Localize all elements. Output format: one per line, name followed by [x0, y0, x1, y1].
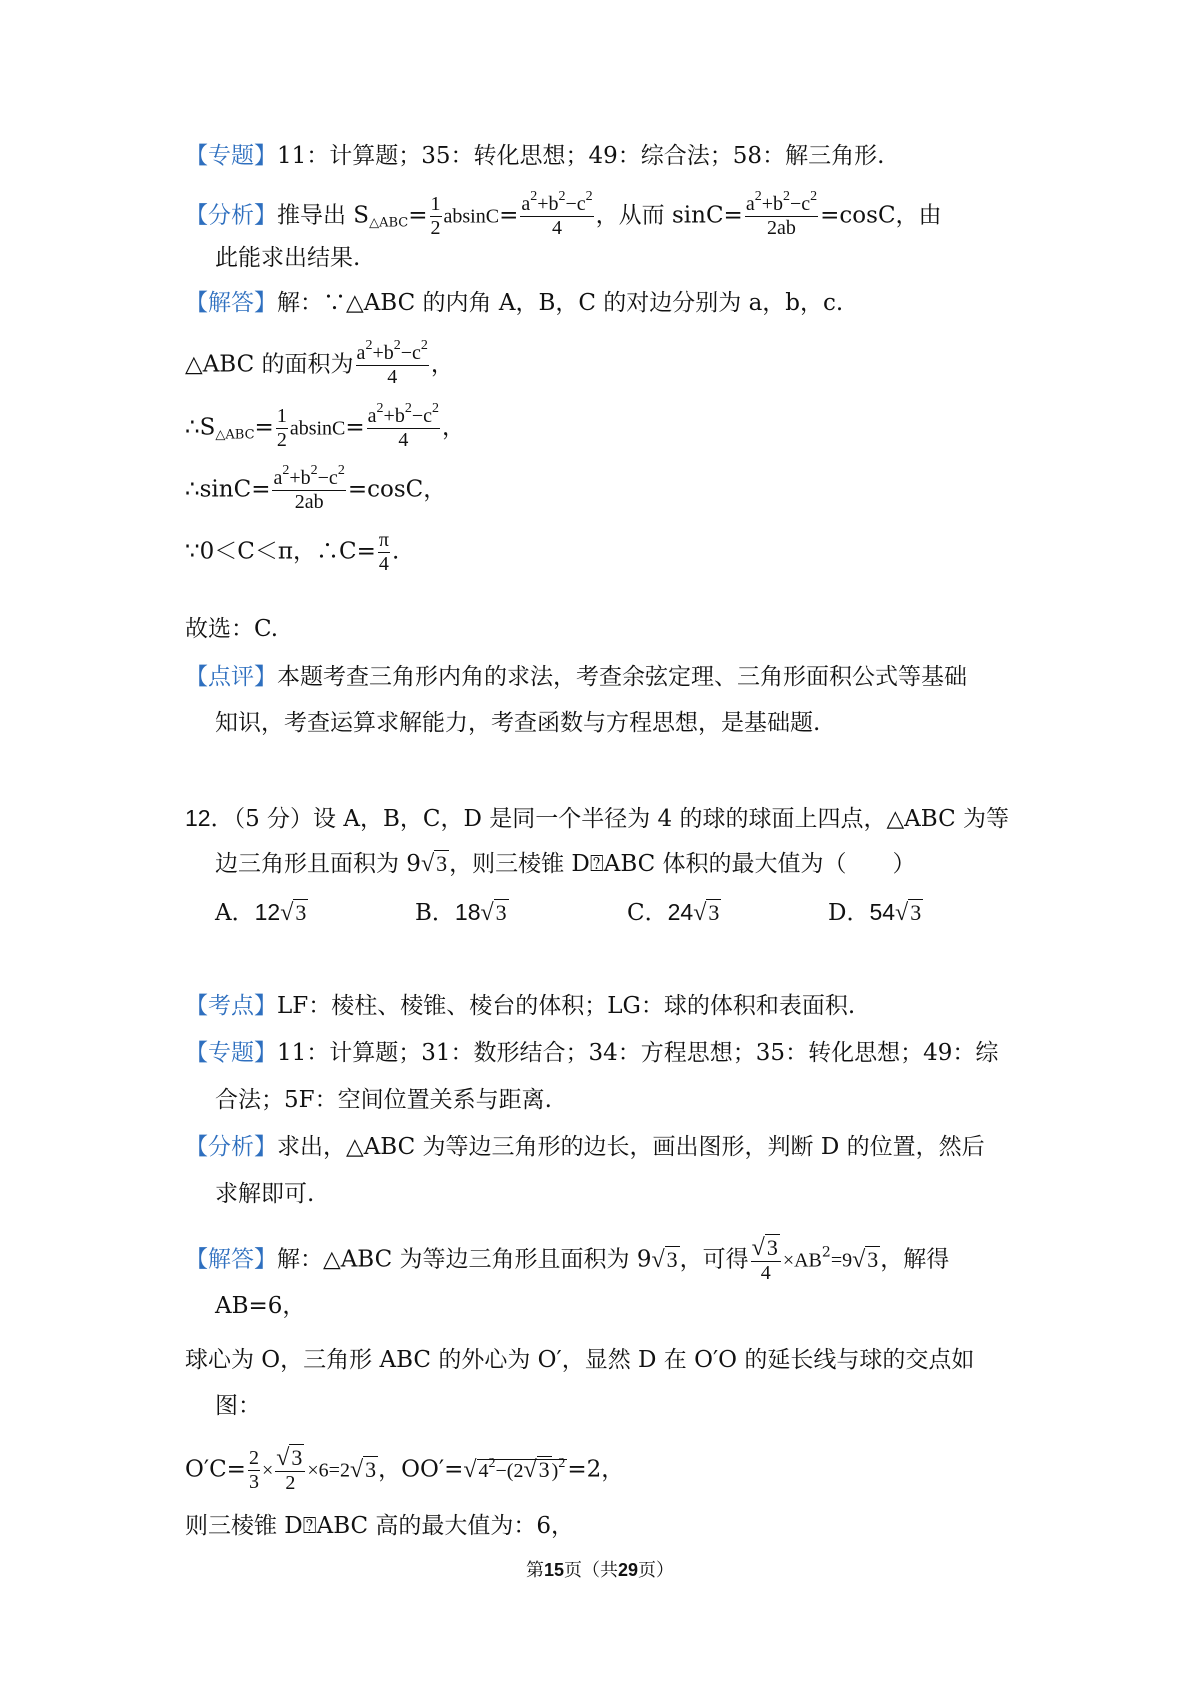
stem-text: ，则三棱锥 D [449, 851, 590, 877]
denominator: 4 [378, 553, 389, 575]
exp: 2 [585, 189, 593, 204]
var-c: −c [317, 467, 338, 489]
fraction-abc-over-4 [356, 338, 429, 389]
subscript-abc: △ABC [215, 427, 255, 443]
under-c: ) [551, 1459, 559, 1482]
exp: 2 [376, 401, 384, 416]
solution-tag: 【解答】 [185, 290, 277, 316]
option-coef: 54 [869, 899, 896, 925]
sqrt-sign: √ [895, 900, 909, 926]
fraction-half [276, 405, 288, 452]
center-cont-line: 图： [215, 1393, 261, 1419]
fraction-abc-over-4 [367, 401, 440, 452]
range-text: ∵0＜C＜π，∴C= [185, 538, 376, 565]
exp: 2 [365, 338, 373, 353]
fraction-sqrt3-over-2 [275, 1446, 305, 1495]
var-c: −c [565, 193, 586, 215]
comment-text: 本题考查三角形内角的求法，考查余弦定理、三角形面积公式等基础 [277, 664, 967, 690]
oc-prefix: O′C= [185, 1456, 246, 1483]
var-a: a [273, 467, 283, 489]
exp: 2 [393, 338, 401, 353]
equals: = [345, 414, 365, 441]
radicand: 3 [867, 1246, 879, 1272]
var-a: a [367, 405, 377, 427]
denominator: 4 [552, 217, 562, 239]
sqrt-sign: √ [651, 1246, 665, 1273]
punct: ， [441, 414, 465, 441]
topic-text: 11：计算题；35：转化思想；49：综合法；58：解三角形. [277, 143, 885, 169]
height-text: ABC 高的最大值为：6， [316, 1513, 575, 1539]
analysis-cont-line: 此能求出结果. [215, 245, 361, 271]
analysis-text: 推导出 S [277, 202, 370, 229]
var-c: −c [411, 405, 432, 427]
analysis-cont-line: 求解即可. [215, 1181, 315, 1207]
var-b: +b [372, 342, 394, 364]
question-number: 12． [185, 805, 234, 831]
numerator [275, 1446, 305, 1472]
stem-text: ABC 体积的最大值为（ ） [603, 851, 916, 877]
numerator [272, 463, 345, 491]
option-label: B． [415, 900, 455, 926]
numerator [745, 189, 818, 217]
exp: 2 [558, 189, 566, 204]
denominator: 2 [430, 217, 441, 239]
exp: 2 [783, 189, 790, 204]
fraction-abc-over-2ab [272, 463, 345, 514]
analysis-line-11 [185, 189, 942, 240]
fraction-abc-over-2ab [745, 189, 818, 240]
missing-glyph: ⍰ [589, 851, 604, 877]
footer-suffix: 页） [638, 1560, 675, 1581]
analysis-text: =cosC，由 [820, 202, 942, 229]
sqrt-sign: √ [751, 1235, 765, 1261]
sinc-line [185, 463, 447, 514]
denominator: 4 [387, 366, 398, 388]
sqrt-sign: √ [276, 1445, 290, 1471]
topic-line-12 [185, 1038, 998, 1068]
exp: 2 [821, 1244, 831, 1261]
radicand: 3 [295, 900, 307, 925]
analysis-tag: 【分析】 [185, 202, 277, 229]
analysis-line-12 [185, 1132, 985, 1162]
height-line [185, 1511, 574, 1541]
numerator [367, 401, 440, 429]
footer-middle: 页（共 [564, 1560, 618, 1581]
equals: = [254, 414, 274, 441]
sqrt-3 [693, 898, 721, 928]
sqrt-3 [523, 1455, 551, 1485]
numerator: 1 [276, 405, 287, 427]
oc-line [185, 1446, 624, 1495]
topic-cont-line: 合法；5F：空间位置关系与距离. [215, 1087, 552, 1113]
exp: 2 [810, 189, 818, 204]
numerator: π [378, 529, 389, 551]
q12-stem-line [185, 803, 1009, 834]
equals: = [499, 202, 519, 229]
topic-tag: 【专题】 [185, 1040, 277, 1066]
sqrt-3 [280, 898, 308, 928]
equals: = [408, 202, 428, 229]
q12-stem-cont [215, 849, 916, 879]
var-b: +b [537, 193, 559, 215]
var-a: a [521, 193, 531, 215]
numerator [356, 338, 429, 366]
fraction-half [430, 193, 442, 240]
sqrt-3 [276, 1446, 304, 1470]
under-b: −(2 [495, 1459, 524, 1482]
radicand: 3 [495, 900, 507, 925]
denominator: 2 [285, 1472, 296, 1494]
topic-text: 11：计算题；31：数形结合；34：方程思想；35：转化思想；49：综 [277, 1040, 999, 1066]
oo-end: =2， [567, 1456, 625, 1483]
fraction-pi-over-4 [378, 529, 390, 576]
analysis-text: 求出，△ABC 为等边三角形的边长，画出图形，判断 D 的位置，然后 [277, 1134, 985, 1160]
solution-tag: 【解答】 [185, 1246, 277, 1273]
solution-line-11 [185, 288, 843, 318]
radicand: 3 [666, 1246, 678, 1272]
question-stem: 设 A，B，C，D 是同一个半径为 4 的球的球面上四点，△ABC 为等 [313, 806, 1010, 832]
punct: . [391, 538, 400, 565]
sqrt-sign: √ [349, 1456, 364, 1483]
var-c: −c [400, 342, 421, 364]
option-coef: 24 [667, 899, 694, 925]
stem-text: 边三角形且面积为 9 [215, 851, 421, 877]
sqrt-sign: √ [693, 900, 707, 926]
var-a: a [745, 193, 755, 215]
option-label: D． [828, 900, 870, 926]
equals-9: =9 [830, 1249, 853, 1272]
radicand: 3 [538, 1456, 550, 1482]
radicand: 3 [910, 900, 922, 925]
radicand: 3 [708, 900, 720, 925]
s-area-line [185, 401, 465, 452]
ab-result-line: AB=6， [215, 1293, 306, 1319]
var-c: −c [790, 193, 811, 215]
sqrt-sign: √ [852, 1246, 866, 1273]
solution-line-12 [185, 1236, 949, 1285]
option-label: C． [627, 900, 668, 926]
solution-text: 解：∵△ABC 的内角 A，B，C 的对边分别为 a，b，c. [277, 290, 844, 316]
fraction-2-over-3 [248, 1447, 260, 1494]
sqrt-3 [852, 1245, 880, 1275]
numerator [520, 189, 593, 217]
var-a: a [356, 342, 366, 364]
exp: 2 [754, 189, 762, 204]
solution-text: ，解得 [880, 1246, 950, 1273]
sqrt-3 [651, 1245, 679, 1275]
sinc-end: =cosC， [347, 476, 447, 503]
page-number: 15 [543, 1560, 564, 1580]
comment-tag: 【点评】 [185, 664, 277, 690]
center-line: 球心为 O，三角形 ABC 的外心为 O′，显然 D 在 O′O 的延长线与球的交点如 [185, 1347, 975, 1373]
s-prefix: ∴S [185, 414, 216, 441]
height-text: 则三棱锥 D [185, 1513, 303, 1539]
solution-text: ，可得 [679, 1246, 749, 1273]
option-b[interactable] [415, 897, 509, 928]
sqrt-sign: √ [480, 900, 494, 926]
sqrt-3 [895, 898, 923, 928]
sqrt-3 [421, 849, 449, 879]
under-a: 4 [478, 1459, 489, 1482]
comment-cont-line: 知识，考查运算求解能力，考查函数与方程思想，是基础题. [215, 710, 821, 736]
radicand: 3 [291, 1445, 303, 1470]
option-coef: 12 [254, 899, 281, 925]
radicand: 3 [766, 1235, 778, 1260]
option-coef: 18 [454, 899, 481, 925]
exp: 2 [282, 463, 290, 478]
choose-line: 故选：C. [185, 616, 279, 642]
question-score: （5 分） [233, 806, 314, 832]
exp: 2 [431, 401, 439, 416]
page-footer [0, 1556, 1200, 1582]
numerator: 1 [430, 193, 441, 215]
exp: 2 [420, 338, 428, 353]
sqrt-expression [463, 1455, 567, 1486]
fraction-sqrt3-over-4 [751, 1236, 781, 1285]
sqrt-sign: √ [523, 1456, 537, 1483]
oo-prefix: ，OO′= [378, 1456, 464, 1483]
missing-glyph: ⍰ [302, 1513, 317, 1539]
area-line [185, 338, 454, 389]
coef-2: 2 [339, 1459, 350, 1482]
numerator: 2 [248, 1447, 259, 1469]
times: × [261, 1459, 274, 1482]
times-6: ×6= [307, 1459, 340, 1482]
option-d[interactable] [828, 897, 923, 928]
sinc-prefix: ∴sinC= [185, 476, 271, 503]
exp: 2 [530, 189, 538, 204]
topic-line-11 [185, 141, 884, 171]
times-ab: ×AB [782, 1249, 822, 1272]
exp: 2 [310, 463, 318, 478]
var-b: +b [761, 193, 783, 215]
sqrt-3 [350, 1455, 378, 1485]
topic-tag: 【专题】 [185, 143, 277, 169]
radicand: 3 [436, 851, 448, 876]
area-text: △ABC 的面积为 [185, 351, 354, 378]
option-c[interactable] [627, 897, 721, 928]
var-b: +b [289, 467, 311, 489]
sqrt-sign: √ [280, 900, 294, 926]
subscript-abc: △ABC [369, 215, 409, 231]
denominator: 2ab [767, 217, 796, 239]
comment-line [185, 662, 967, 692]
option-a[interactable] [215, 897, 308, 928]
absinc: absinC [443, 205, 500, 228]
punct: ， [430, 351, 454, 378]
sqrt-3 [752, 1236, 780, 1260]
radicand [477, 1455, 568, 1483]
point-line [185, 991, 855, 1021]
page-total: 29 [618, 1560, 639, 1580]
point-text: LF：棱柱、棱锥、棱台的体积；LG：球的体积和表面积. [277, 993, 856, 1019]
exp: 2 [488, 1455, 496, 1471]
denominator: 2 [276, 429, 287, 451]
analysis-tag: 【分析】 [185, 1134, 277, 1160]
solution-text: 解：△ABC 为等边三角形且面积为 9 [277, 1246, 652, 1273]
denominator: 2ab [294, 491, 324, 513]
exp: 2 [558, 1455, 566, 1471]
denominator: 4 [398, 429, 409, 451]
option-label: A． [215, 900, 255, 926]
exp: 2 [404, 401, 412, 416]
point-tag: 【考点】 [185, 993, 277, 1019]
radicand: 3 [365, 1456, 377, 1482]
analysis-text: ，从而 sinC= [595, 202, 743, 229]
footer-prefix: 第 [525, 1560, 544, 1581]
denominator: 4 [760, 1262, 771, 1284]
exp: 2 [337, 463, 345, 478]
denominator: 3 [248, 1471, 259, 1493]
sqrt-sign: √ [420, 851, 435, 877]
fraction-abc-over-4 [520, 189, 593, 240]
absinc: absinC [289, 417, 346, 440]
range-line [185, 529, 399, 576]
var-b: +b [383, 405, 405, 427]
sqrt-sign: √ [463, 1456, 477, 1483]
numerator [751, 1236, 781, 1262]
sqrt-3 [481, 898, 509, 928]
